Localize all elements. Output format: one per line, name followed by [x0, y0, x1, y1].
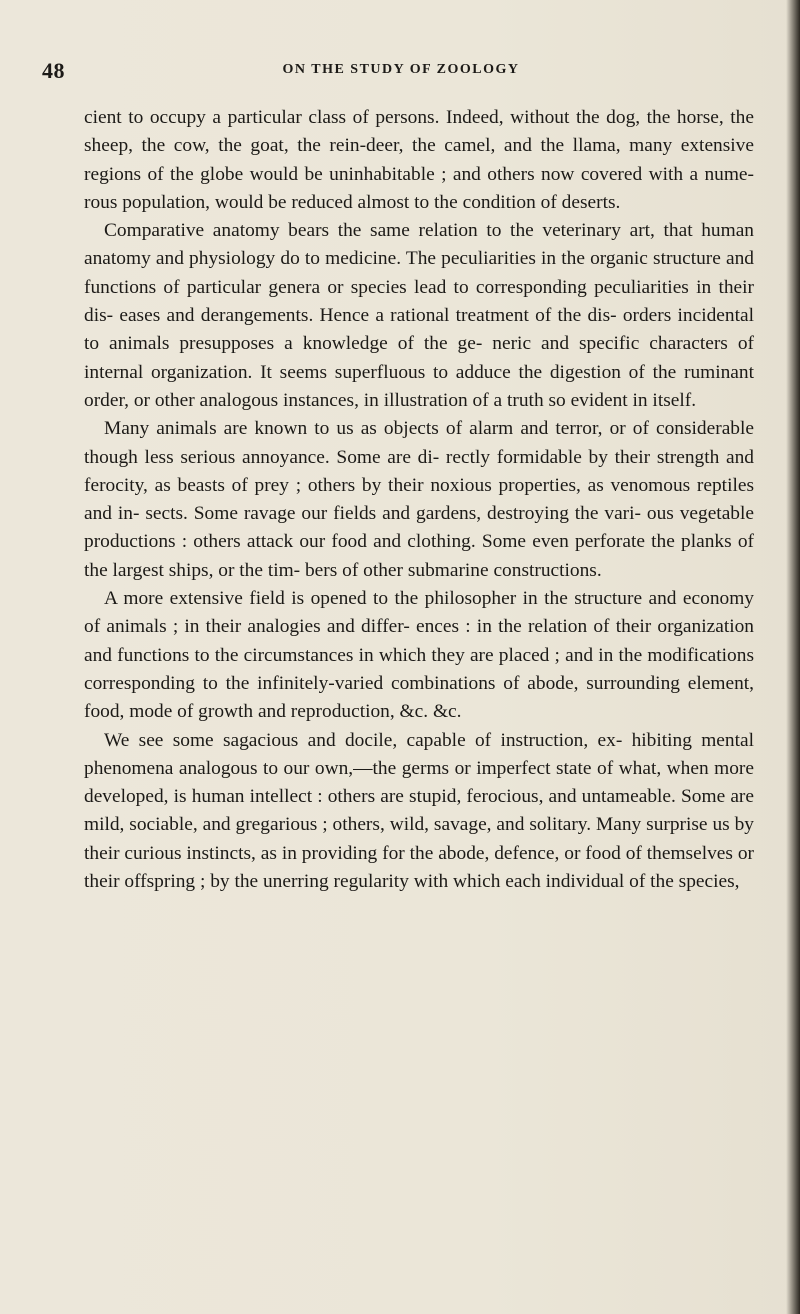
paragraph-continued: cient to occupy a particular class of persons. Indeed, without the dog, the horse, the sheep, the cow, the goat, the rein-deer, the camel, and the llama, many extensive regions of the globe would be uninhabitable ; and others now covered with a nume- rous population, would be reduced almost to the condition of deserts. — [84, 107, 754, 213]
running-title: ON THE STUDY OF ZOOLOGY — [282, 62, 520, 77]
paragraph-sagacious-and-docile: We see some sagacious and docile, capable of instruction, ex- hibiting mental phenomena analogous to our own,—the germs or imperfect state of what, when more developed, is human intellect : others are stupid, ferocious, and untameable. Some are mild, sociable, and gregarious ; others, wild, savage, and solitary. Many surprise us by their curious instincts, as in providing for the abode, defence, or food of themselves or their offspring ; by the unerring regularity with which each individual of the species, — [84, 729, 754, 893]
page-binding-shadow — [786, 0, 800, 1314]
paragraph-alarm-and-terror: Many animals are known to us as objects of alarm and terror, or of considerable though less serious annoyance. Some are di- rectly formidable by their strength and ferocity, as beasts of prey ; others by their noxious properties, as venomous reptiles and in- sects. Some ravage our fields and gardens, destroying the vari- ous vegetable productions : others attack our food and clothing. Some even perforate the planks of the largest ships, or the tim- bers of other submarine constructions. — [84, 418, 754, 581]
body-text — [84, 104, 754, 896]
paragraph-extensive-field: A more extensive field is opened to the philosopher in the structure and economy of animals ; in their analogies and differ- ences : in the relation of their organization and functions to the circumstances in which they are placed ; and in the modifications corresponding to the infinitely-varied combinations of abode, surrounding element, food, mode of growth and reproduction, &c. &c. — [84, 588, 754, 723]
page-header — [42, 58, 760, 84]
page-number: 48 — [42, 58, 65, 83]
paragraph-comparative-anatomy: Comparative anatomy bears the same relation to the veterinary art, that human anatomy and physiology do to medicine. The peculiarities in the organic structure and functions of particular genera or species lead to corresponding peculiarities in their dis- eases and derangements. Hence a rational treatment of the dis- orders incidental to animals presupposes a knowledge of the ge- neric and specific characters of internal organization. It seems superfluous to adduce the digestion of the ruminant order, or other analogous instances, in illustration of a truth so evident in itself. — [84, 220, 754, 411]
